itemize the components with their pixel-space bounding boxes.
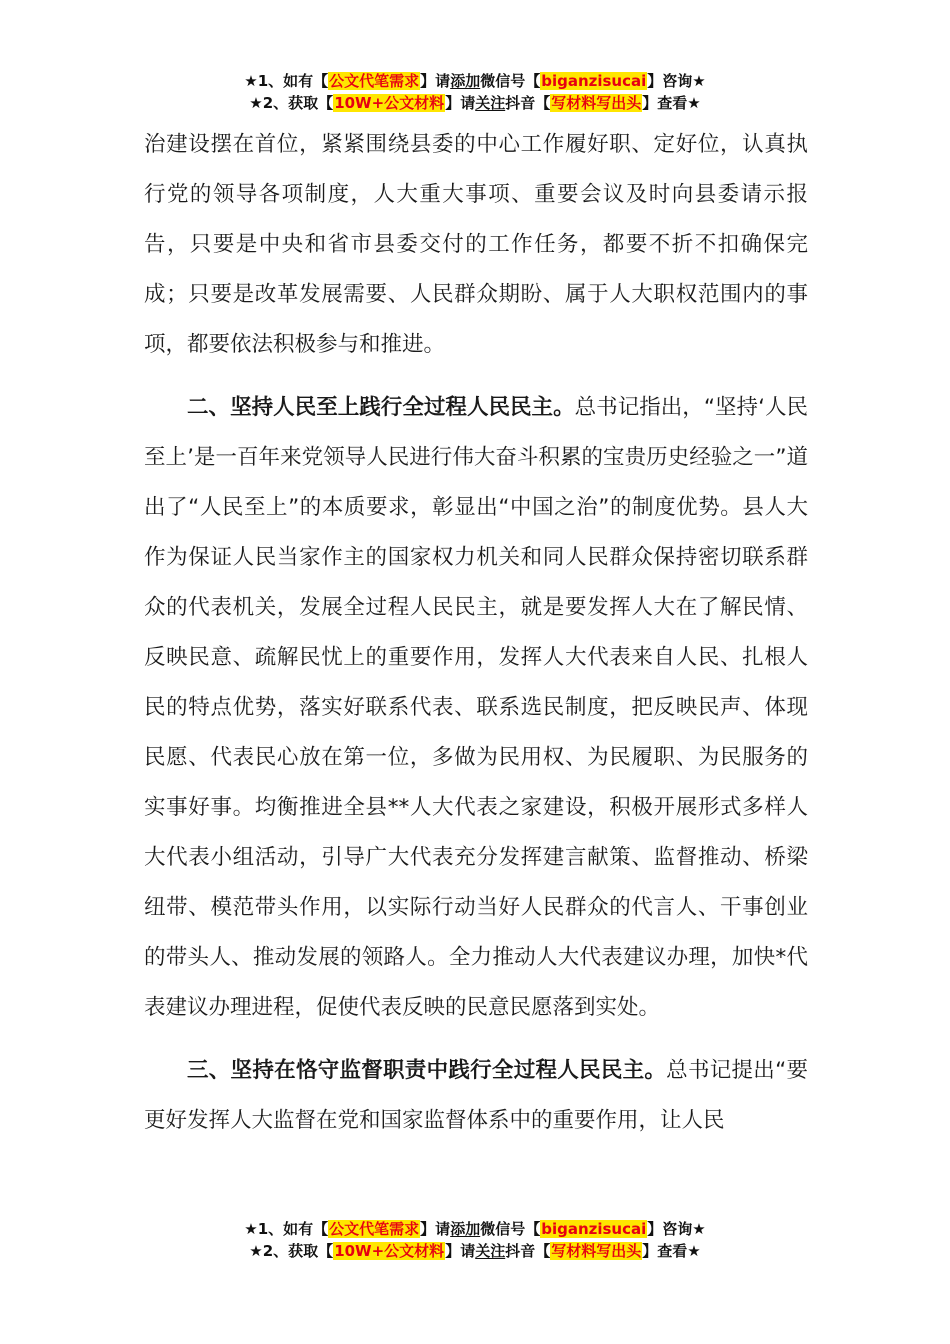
section-heading: 三、坚持在恪守监督职责中践行全过程人民民主。 [187,1058,667,1083]
section-text: 总书记提出“要更好发挥人大监督在党和国家监督体系中的重要作用，让人民 [144,1058,808,1133]
banner-text: 】请 [445,94,476,112]
paragraph-section-3 [144,1046,808,1146]
banner-highlight: 写材料写出头 [551,1242,642,1260]
banner-text: 】查看★ [642,94,701,112]
banner-emphasis: 关注 [475,1242,506,1260]
banner-text: ★2、获取【 [249,1242,334,1260]
paragraph-continued: 治建设摆在首位，紧紧围绕县委的中心工作履好职、定好位，认真执行党的领导各项制度，人大重大事项、重要会议及时向县委请示报告，只要是中央和省市县委交付的工作任务，都要不折不扣确保完成；只要是改革发展需要、人民群众期盼、属于人大职权范围内的事项，都要依法积极参与和推进。 [144,132,808,357]
banner-text: 抖音【 [505,94,551,112]
banner-emphasis: 添加 [450,72,481,90]
banner-text: 】请 [420,1220,451,1238]
banner-text: ★1、如有【 [244,1220,329,1238]
footer-banner [0,1218,950,1262]
banner-highlight: biganzisucai [541,1220,647,1238]
section-heading: 二、坚持人民至上践行全过程人民民主。 [187,395,575,420]
header-banner [0,70,950,114]
banner-line-1 [0,70,950,92]
banner-highlight: 10W+公文材料 [334,94,445,112]
banner-text: ★1、如有【 [244,72,329,90]
banner-line-2 [0,92,950,114]
banner-text: 】请 [420,72,451,90]
paragraph-section-2 [144,383,808,1033]
banner-text: 抖音【 [505,1242,551,1260]
banner-emphasis: 添加 [450,1220,481,1238]
banner-text: 】咨询★ [647,1220,706,1238]
banner-line-1 [0,1218,950,1240]
banner-text: ★2、获取【 [249,94,334,112]
banner-highlight: 写材料写出头 [551,94,642,112]
banner-text: 微信号【 [480,1220,541,1238]
banner-highlight: biganzisucai [541,72,647,90]
document-body [144,120,808,1146]
banner-line-2 [0,1240,950,1262]
banner-text: 】查看★ [642,1242,701,1260]
banner-highlight: 公文代笔需求 [329,72,420,90]
banner-highlight: 10W+公文材料 [334,1242,445,1260]
section-text: 总书记指出，“坚持‘人民至上’是一百年来党领导人民进行伟大奋斗积累的宝贵历史经验之一”道出了“人民至上”的本质要求，彰显出“中国之治”的制度优势。县人大作为保证人民当家作主的国家权力机关和同人民群众保持密切联系群众的代表机关，发展全过程人民民主，就是要发挥人大在了解民情、反映民意、疏解民忧上的重要作用，发挥人大代表来自人民、扎根人民的特点优势，落实好联系代表、联系选民制度，把反映民声、体现民愿、代表民心放在第一位，多做为民用权、为民履职、为民服务的实事好事。均衡推进全县**人大代表之家建设，积极开展形式多样人大代表小组活动，引导广大代表充分发挥建言献策、监督推动、桥梁纽带、模范带头作用，以实际行动当好人民群众的代言人、干事创业的带头人、推动发展的领路人。全力推动人大代表建议办理，加快*代表建议办理进程，促使代表反映的民意民愿落到实处。 [144,395,808,1020]
banner-text: 】咨询★ [647,72,706,90]
banner-highlight: 公文代笔需求 [329,1220,420,1238]
banner-emphasis: 关注 [475,94,506,112]
banner-text: 微信号【 [480,72,541,90]
banner-text: 】请 [445,1242,476,1260]
